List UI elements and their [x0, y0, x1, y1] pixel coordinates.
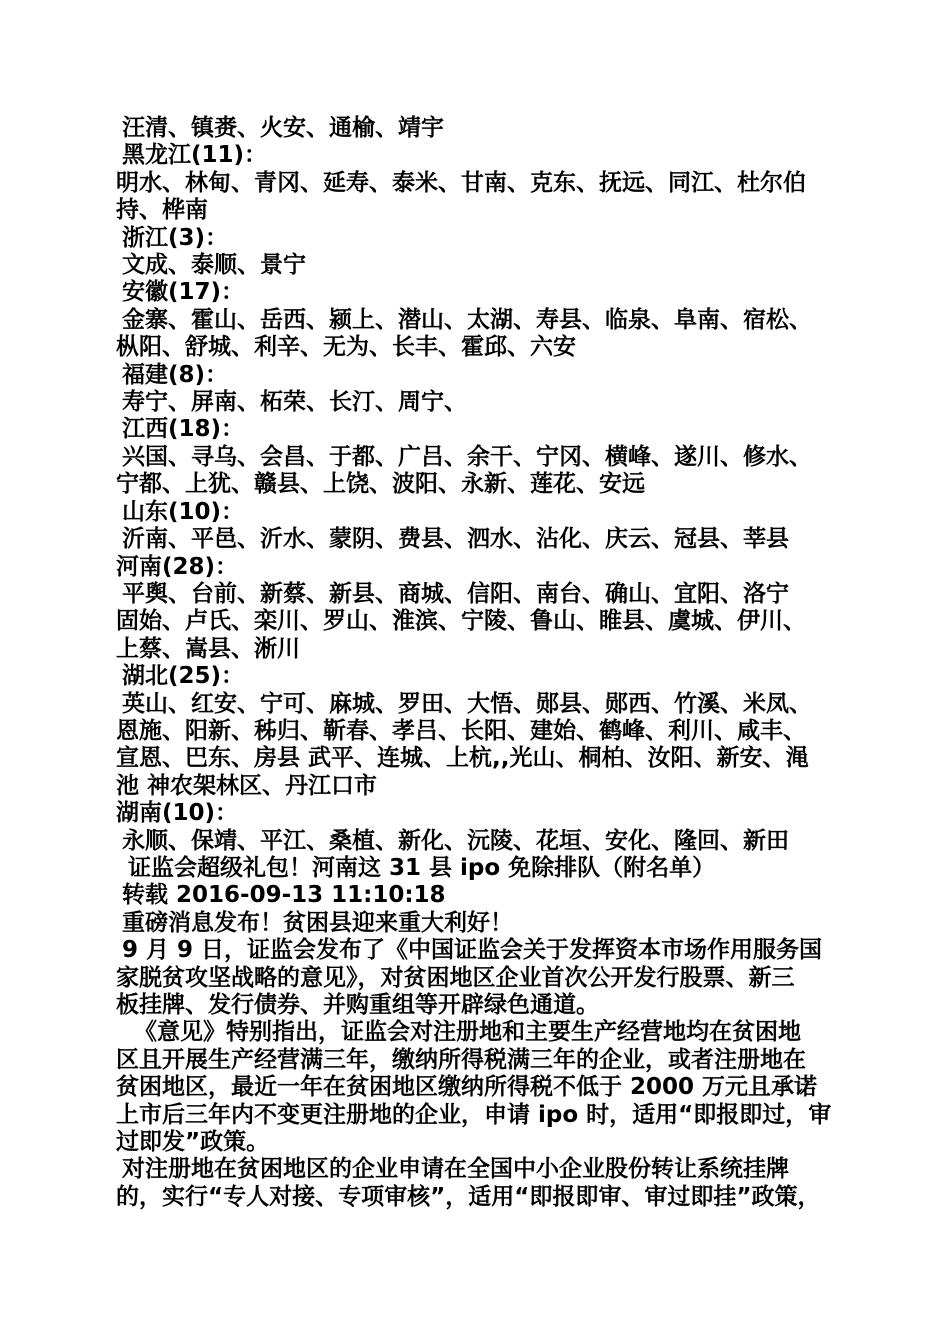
heading-anhui: 安徽(17)：: [122, 279, 245, 306]
text-line: 《意见》特别指出，证监会对注册地和主要生产经营地均在贫困地: [134, 1019, 801, 1046]
text-line: 固始、卢氏、栾川、罗山、淮滨、宁陵、鲁山、睢县、虞城、伊川、: [116, 608, 806, 635]
text-line: 过即发”政策。: [116, 1129, 270, 1156]
heading-shandong: 山东(10)：: [122, 498, 245, 525]
heading-hubei: 湖北(25)：: [122, 663, 245, 690]
text-line: 平舆、台前、新蔡、新县、商城、信阳、南台、确山、宜阳、洛宁: [122, 580, 789, 607]
text-line: 宁都、上犹、赣县、上饶、波阳、永新、莲花、安远: [116, 471, 645, 498]
text-line: 兴国、寻乌、会昌、于都、广吕、余干、宁冈、横峰、遂川、修水、: [122, 443, 812, 470]
heading-henan: 河南(28)：: [116, 553, 239, 580]
text-line: 金寨、霍山、岳西、颍上、潜山、太湖、寿县、临泉、阜南、宿松、: [122, 306, 812, 333]
text-line: 宣恩、巴东、房县 武平、连城、上杭,,光山、桐柏、汝阳、新安、渑: [116, 745, 809, 772]
text-line: 恩施、阳新、秭归、靳春、孝吕、长阳、建始、鹤峰、利川、咸丰、: [116, 717, 806, 744]
document-page: [116, 115, 836, 1211]
text-line: 板挂牌、发行债券、并购重组等开辟绿色通道。: [116, 992, 599, 1018]
heading-heilongjiang: 黑龙江(11)：: [122, 142, 268, 169]
article-subtitle: 重磅消息发布！贫困县迎来重大利好！: [122, 909, 513, 936]
text-line: 英山、红安、宁可、麻城、罗田、大悟、郧县、郧西、竹溪、米凤、: [122, 690, 812, 717]
heading-zhejiang: 浙江(3)：: [122, 224, 229, 251]
text-line: 9 月 9 日，证监会发布了《中国证监会关于发挥资本市场作用服务国: [122, 937, 823, 964]
text-line: 沂南、平邑、沂水、蒙阴、费县、泗水、沾化、庆云、冠县、莘县: [122, 526, 789, 553]
text-line: 贫困地区，最近一年在贫困地区缴纳所得税不低于 2000 万元且承诺: [116, 1074, 818, 1101]
text-line: 持、桦南: [116, 197, 208, 224]
heading-fujian: 福建(8)：: [122, 361, 229, 388]
heading-hunan: 湖南(10)：: [116, 800, 239, 827]
repost-timestamp: 转载 2016-09-13 11:10:18: [122, 882, 446, 909]
article-title: 证监会超级礼包！河南这 31 县 ipo 免除排队（附名单）: [128, 854, 716, 881]
text-line: 家脱贫攻坚战略的意见》，对贫困地区企业首次公开发行股票、新三: [116, 964, 795, 991]
text-line: 的，实行“专人对接、专项审核”，适用“即报即审、审过即挂”政策，: [116, 1183, 821, 1210]
text-line: 区且开展生产经营满三年，缴纳所得税满三年的企业，或者注册地在: [116, 1046, 806, 1073]
text-line: 明水、林甸、青冈、延寿、泰米、甘南、克东、抚远、同江、杜尔伯: [116, 169, 806, 196]
text-line: 对注册地在贫困地区的企业申请在全国中小企业股份转让系统挂牌: [122, 1156, 789, 1183]
heading-jiangxi: 江西(18)：: [122, 416, 245, 443]
text-line: 汪清、镇赉、火安、通榆、靖宇: [122, 115, 444, 141]
text-line: 寿宁、屏南、柘荣、长汀、周宁、: [122, 389, 467, 416]
text-line: 池 神农架林区、丹江口市: [116, 772, 378, 799]
text-line: 文成、泰顺、景宁: [122, 252, 306, 279]
text-line: 永顺、保靖、平江、桑植、新化、沅陵、花垣、安化、隆回、新田: [122, 827, 789, 854]
text-line: 上蔡、嵩县、淅川: [116, 635, 300, 662]
text-line: 枞阳、舒城、利辛、无为、长丰、霍邱、六安: [116, 334, 576, 361]
text-line: 上市后三年内不变更注册地的企业，申请 ipo 时，适用“即报即过，审: [116, 1101, 832, 1128]
